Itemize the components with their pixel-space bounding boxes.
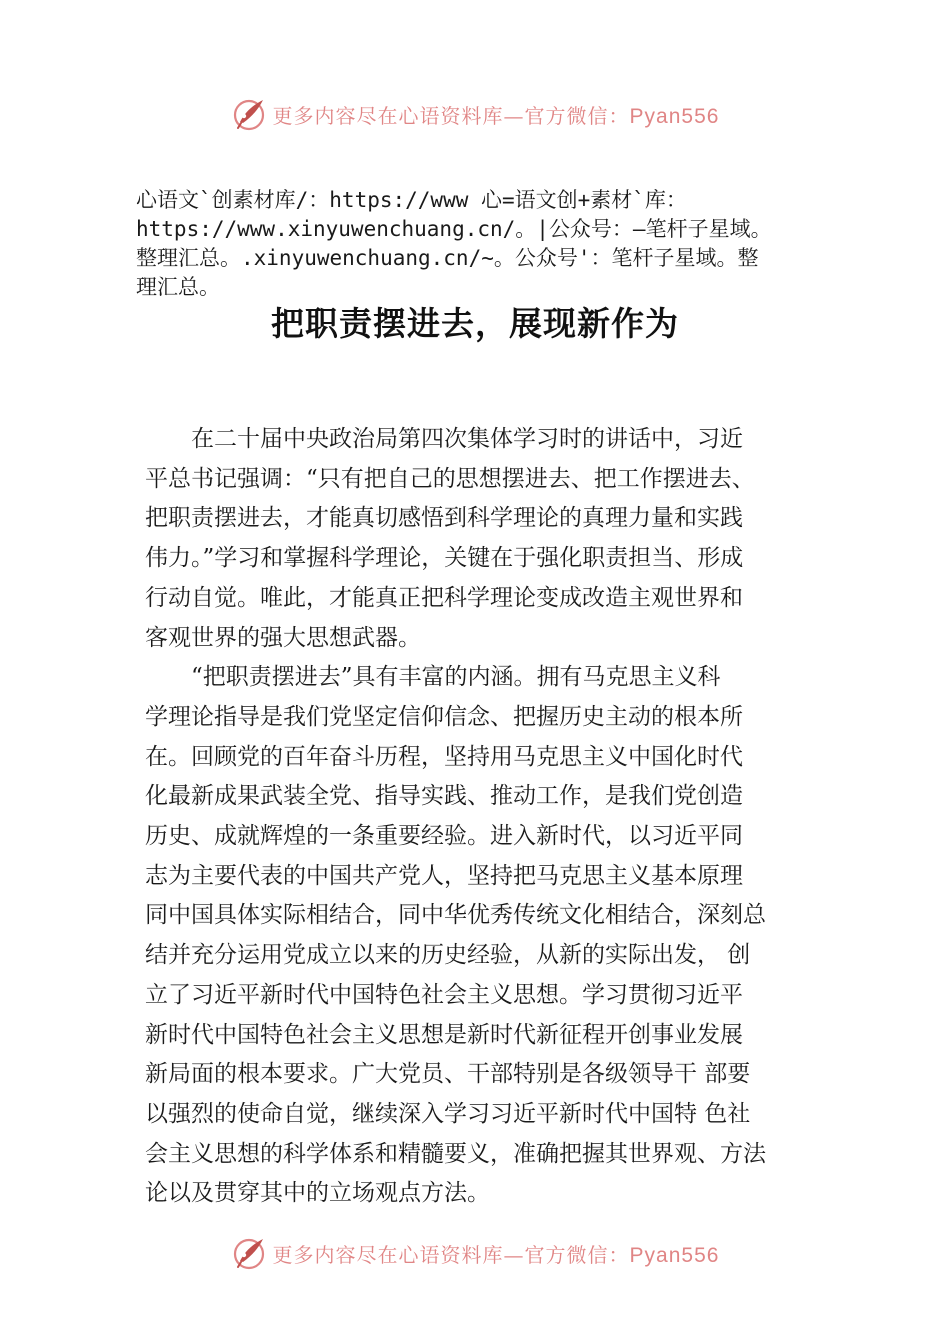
body-line: 立了习近平新时代中国特色社会主义思想。学习贯彻习近平: [145, 981, 743, 1008]
body-line: 论以及贯穿其中的立场观点方法。: [145, 1180, 490, 1207]
body-line: 客观世界的强大思想武器。: [145, 624, 421, 651]
body-line: 新局面的根本要求。广大党员、干部特别是各级领导干 部要: [145, 1061, 751, 1088]
body-line: 会主义思想的科学体系和精髓要义，准确把握其世界观、方法: [145, 1140, 766, 1167]
watermark-text: [136, 186, 846, 302]
body-line: 以强烈的使命自觉，继续深入学习习近平新时代中国特 色社: [145, 1100, 751, 1127]
document-body: [145, 420, 835, 1214]
body-line: “把职责摆进去”具有丰富的内涵。拥有马克思主义科: [145, 664, 721, 691]
quill-pen-logo-icon: [231, 96, 267, 132]
header-banner-text: 更多内容尽在心语资料库—官方微信：Pyan556: [272, 103, 720, 128]
watermark-line: https://www.xinyuwenchuang.cn/。|公众号：—笔杆子星域。: [136, 217, 772, 241]
quill-pen-logo-icon: [231, 1235, 267, 1271]
document-title: 把职责摆进去，展现新作为: [271, 304, 679, 343]
watermark-line: 理汇总。: [136, 275, 220, 299]
body-line: 伟力。”学习和掌握科学理论，关键在于强化职责担当、形成: [145, 545, 744, 572]
footer-banner-text: 更多内容尽在心语资料库—官方微信：Pyan556: [272, 1242, 720, 1267]
body-line: 同中国具体实际相结合，同中华优秀传统文化相结合，深刻总: [145, 902, 766, 929]
body-line: 学理论指导是我们党坚定信仰信念、把握历史主动的根本所: [145, 703, 743, 730]
body-line: 在。回顾党的百年奋斗历程，坚持用马克思主义中国化时代: [145, 743, 743, 770]
body-line: 结并充分运用党成立以来的历史经验，从新的实际出发， 创: [145, 942, 751, 969]
wechat-id: Pyan556: [629, 104, 720, 128]
body-line: 行动自觉。唯此，才能真正把科学理论变成改造主观世界和: [145, 584, 743, 611]
body-line: 平总书记强调：“只有把自己的思想摆进去、把工作摆进去、: [145, 465, 755, 492]
footer-banner: [0, 1233, 950, 1273]
body-line: 把职责摆进去，才能真切感悟到科学理论的真理力量和实践: [145, 505, 743, 532]
body-line: 志为主要代表的中国共产党人，坚持把马克思主义基本原理: [145, 862, 743, 889]
body-line: 历史、成就辉煌的一条重要经验。进入新时代，以习近平同: [145, 823, 743, 850]
header-banner: [0, 94, 950, 134]
body-line: 化最新成果武装全党、指导实践、推动工作，是我们党创造: [145, 783, 743, 810]
body-line: 新时代中国特色社会主义思想是新时代新征程开创事业发展: [145, 1021, 743, 1048]
watermark-line: 心语文`创素材库/：https://www 心=语文创+素材`库：: [136, 188, 687, 212]
wechat-id: Pyan556: [629, 1243, 720, 1267]
watermark-line: 整理汇总。.xinyuwenchuang.cn/~。公众号'：笔杆子星域。整: [136, 246, 759, 270]
body-line: 在二十届中央政治局第四次集体学习时的讲话中，习近: [145, 426, 743, 452]
